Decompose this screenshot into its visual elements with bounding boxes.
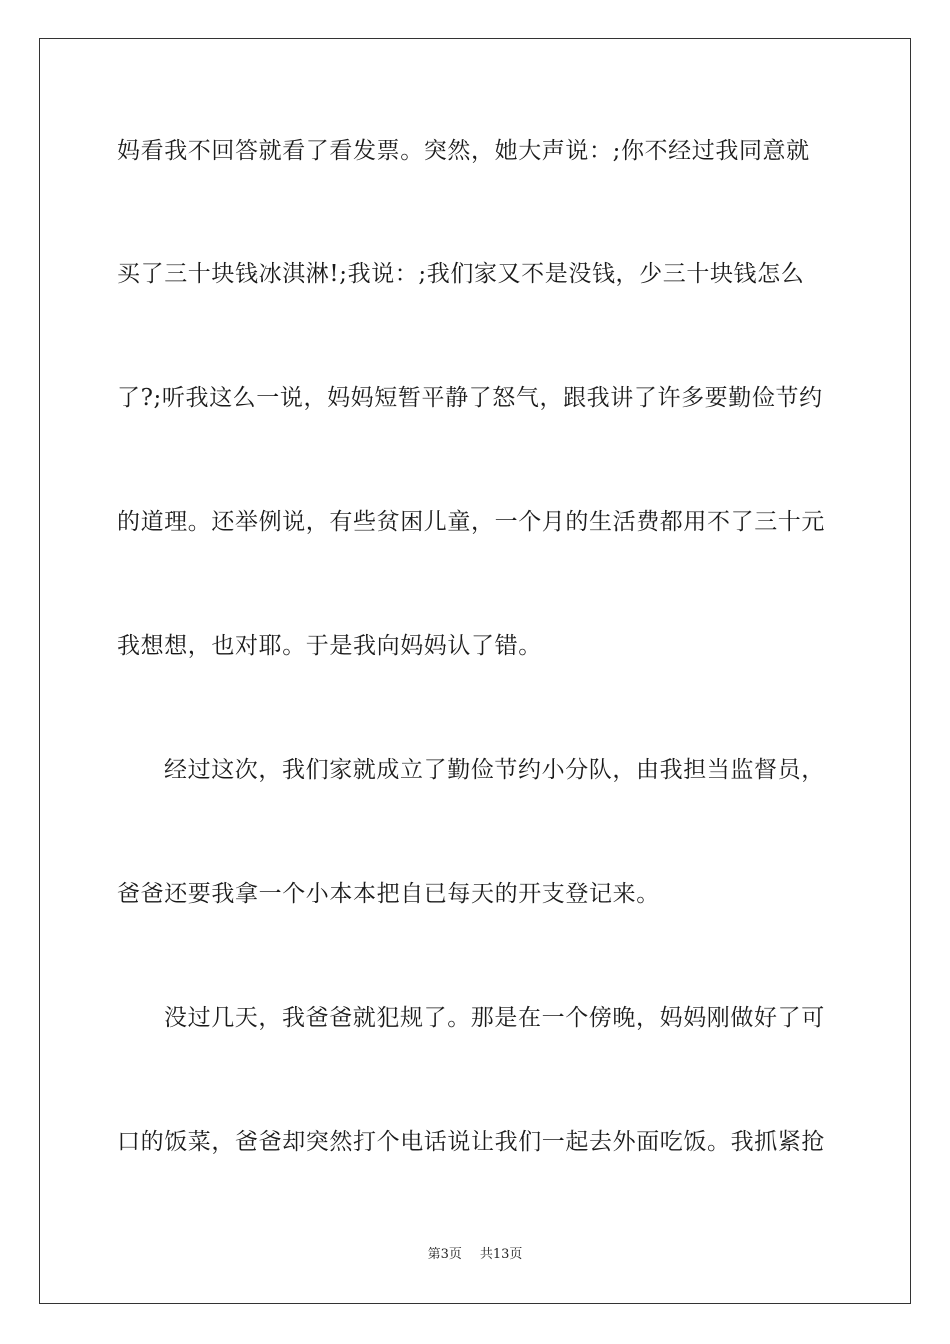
paragraph-line: 爸爸还要我拿一个小本本把自已每天的开支登记来。 <box>117 881 660 907</box>
paragraph-line: 了?;听我这么一说，妈妈短暂平静了怒气，跟我讲了许多要勤俭节约 <box>117 385 823 411</box>
page-number: 第3页 <box>427 1247 462 1262</box>
paragraph-first-line: 没过几天，我爸爸就犯规了。那是在一个傍晚，妈妈刚做好了可 <box>164 1005 825 1031</box>
paragraph-line: 的道理。还举例说，有些贫困儿童，一个月的生活费都用不了三十元 <box>117 509 825 535</box>
paragraph-line: 我想想，也对耶。于是我向妈妈认了错。 <box>117 633 542 659</box>
paragraph-line: 妈看我不回答就看了看发票。突然，她大声说：;你不经过我同意就 <box>117 138 810 164</box>
page-footer <box>0 1246 950 1264</box>
paragraph-first-line: 经过这次，我们家就成立了勤俭节约小分队，由我担当监督员， <box>164 757 825 783</box>
page-total: 共13页 <box>479 1247 523 1262</box>
page-border <box>39 38 911 1304</box>
paragraph-line: 口的饭菜，爸爸却突然打个电话说让我们一起去外面吃饭。我抓紧抢 <box>117 1129 825 1155</box>
paragraph-line: 买了三十块钱冰淇淋!;我说：;我们家又不是没钱，少三十块钱怎么 <box>117 261 805 287</box>
